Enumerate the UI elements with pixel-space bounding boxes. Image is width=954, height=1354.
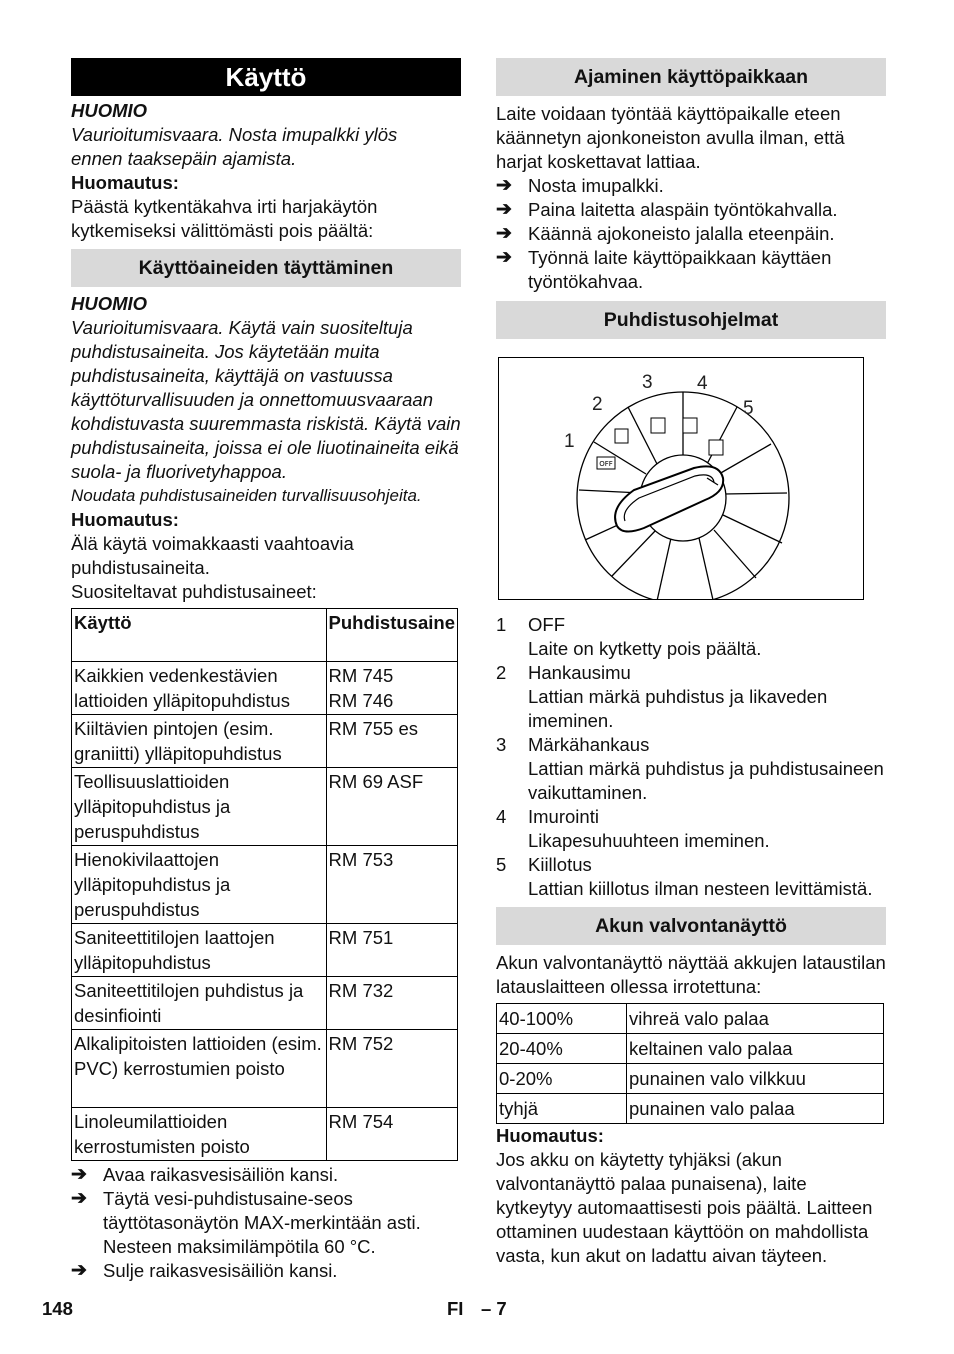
notice-small-text: Noudata puhdistusaineiden turvallisuusohjeita. — [71, 486, 422, 505]
arrow-right-icon: ➔ — [496, 199, 512, 220]
section-heading-filling: Käyttöaineiden täyttäminen — [71, 249, 461, 287]
table-header: Käyttö — [72, 609, 327, 662]
battery-table — [496, 1003, 884, 1124]
table-cell: Teollisuuslattioiden ylläpitopuhdistus ja peruspuhdistus — [72, 768, 327, 846]
page-number: 148 — [42, 1298, 73, 1319]
program-dial-diagram — [499, 358, 863, 599]
list-item: ➔ Avaa raikasvesisäiliön kansi. — [71, 1164, 339, 1185]
vacuum-icon — [683, 418, 697, 433]
list-item: ➔ Työnnä laite käyttöpaikkaan käyttäen työntökahvaa. — [496, 247, 832, 292]
table-cell: RM 745 RM 746 — [326, 662, 457, 715]
table-row: tyhjä punainen valo palaa — [497, 1094, 884, 1124]
program-selector-figure — [498, 357, 864, 600]
recommended-label: Suositeltavat puhdistusaineet: — [71, 581, 317, 602]
table-row — [72, 768, 458, 846]
arrow-right-icon: ➔ — [496, 223, 512, 244]
table-row: 20-40% keltainen valo palaa — [497, 1034, 884, 1064]
section-page: – 7 — [481, 1298, 507, 1319]
label-4: 4 — [697, 373, 708, 394]
table-row — [72, 715, 458, 768]
label-3: 3 — [642, 372, 653, 393]
table-cell: RM 732 — [326, 977, 457, 1030]
table-cell: Hienokivilaattojen ylläpitopuhdistus ja peruspuhdistus — [72, 846, 327, 924]
note-text-2: Älä käytä voimakkaasti vaahtoavia puhdistusaineita. — [71, 533, 354, 578]
left-column — [71, 58, 461, 1283]
table-header: Puhdistusaine — [326, 609, 457, 662]
list-item: ➔ Täytä vesi-puhdistusaine-seos täyttötasonäytön MAX-merkintään asti. Nesteen maksimilämpötila 60 °C. — [71, 1188, 421, 1257]
label-2: 2 — [592, 394, 603, 415]
wet-scrub-icon — [651, 418, 665, 433]
note-heading: Huomautus: — [71, 172, 179, 193]
list-item: 4 Imurointi Likapesuhuuhteen imeminen. — [496, 806, 770, 851]
table-cell: RM 69 ASF — [326, 768, 457, 846]
table-cell: Kaikkien vedenkestävien lattioiden ylläpitopuhdistus — [72, 662, 327, 715]
battery-intro: Akun valvontanäyttö näyttää akkujen lataustilan latauslaitteen ollessa irrotettuna: — [496, 952, 886, 997]
table-header-row — [72, 609, 458, 662]
table-row: 0-20% punainen valo vilkkuu — [497, 1064, 884, 1094]
table-row — [72, 924, 458, 977]
arrow-right-icon: ➔ — [71, 1260, 87, 1281]
list-item: 5 Kiillotus Lattian kiillotus ilman nesteen levittämistä. — [496, 854, 873, 899]
table-cell: RM 753 — [326, 846, 457, 924]
table-cell: Saniteettitilojen puhdistus ja desinfiointi — [72, 977, 327, 1030]
table-cell: RM 754 — [326, 1108, 457, 1161]
notice-text-2: Vaurioitumisvaara. Käytä vain suositeltuja puhdistusaineita. Jos käytetään muita puhdistusaineita, käyttäjä on vastuussa käyttöturvallisuuden ja onnettomuusvaaraan kohdistuvasta suuremmasta riskistä. Käytä vain puhdistusaineita, joissa ei ole liuotinaineita eikä suola- ja fluorivetyhappoa. — [71, 317, 461, 482]
label-5: 5 — [743, 398, 754, 419]
table-row — [72, 1030, 458, 1108]
arrow-right-icon: ➔ — [71, 1164, 87, 1185]
table-cell: Saniteettitilojen laattojen ylläpitopuhdistus — [72, 924, 327, 977]
table-row — [72, 846, 458, 924]
arrow-right-icon: ➔ — [71, 1188, 87, 1209]
table-cell: RM 752 — [326, 1030, 457, 1108]
polish-icon — [709, 440, 723, 455]
language-code: FI — [447, 1298, 464, 1319]
off-icon-label: OFF — [599, 460, 613, 468]
table-cell: Alkalipitoisten lattioiden (esim. PVC) kerrostumien poisto — [72, 1030, 327, 1108]
note-text: Päästä kytkentäkahva irti harjakäytön kytkemiseksi välittömästi pois päältä: — [71, 196, 378, 241]
notice-text: Vaurioitumisvaara. Nosta imupalkki ylös ennen taaksepäin ajamista. — [71, 124, 398, 169]
section-heading-programs: Puhdistusohjelmat — [496, 301, 886, 339]
list-item: ➔ Sulje raikasvesisäiliön kansi. — [71, 1260, 338, 1281]
table-cell: Linoleumilattioiden kerrostumisten poisto — [72, 1108, 327, 1161]
right-column — [496, 58, 886, 1268]
notice-heading: HUOMIO — [71, 100, 148, 121]
label-1: 1 — [564, 431, 575, 452]
list-item: 2 Hankausimu Lattian märkä puhdistus ja likaveden imeminen. — [496, 662, 828, 731]
table-cell: RM 751 — [326, 924, 457, 977]
battery-note-heading: Huomautus: — [496, 1125, 604, 1146]
program-list — [496, 613, 886, 901]
table-row: 40-100% vihreä valo palaa — [497, 1004, 884, 1034]
list-item: ➔ Käännä ajokoneisto jalalla eteenpäin. — [496, 223, 835, 244]
arrow-right-icon: ➔ — [496, 175, 512, 196]
notice-heading-2: HUOMIO — [71, 293, 148, 314]
section-heading-driving: Ajaminen käyttöpaikkaan — [496, 58, 886, 96]
table-cell: RM 755 es — [326, 715, 457, 768]
note-heading-2: Huomautus: — [71, 509, 179, 530]
table-row — [72, 662, 458, 715]
page-title: Käyttö — [71, 58, 461, 96]
detergent-table — [71, 608, 458, 1161]
table-row — [72, 1108, 458, 1161]
scrub-vacuum-icon — [615, 429, 628, 443]
driving-intro: Laite voidaan työntää käyttöpaikalle eteen käännetyn ajonkoneiston avulla ilman, että harjat koskettavat lattiaa. — [496, 103, 845, 172]
table-row — [72, 977, 458, 1030]
arrow-right-icon: ➔ — [496, 247, 512, 268]
battery-note-text: Jos akku on käytetty tyhjäksi (akun valvontanäyttö palaa punaisena), laite kytkeytyy automaattisesti pois päältä. Laitteen ottaminen uudestaan käyttöön on mahdollista vasta, kun akut on ladattu aivan täyteen. — [496, 1149, 873, 1266]
list-item: 1 OFF Laite on kytketty pois päältä. — [496, 614, 762, 659]
list-item: 3 Märkähankaus Lattian märkä puhdistus ja puhdistusaineen vaikuttaminen. — [496, 734, 884, 803]
table-cell: Kiiltävien pintojen (esim. graniitti) ylläpitopuhdistus — [72, 715, 327, 768]
list-item: ➔ Paina laitetta alaspäin työntökahvalla. — [496, 199, 838, 220]
list-item: ➔ Nosta imupalkki. — [496, 175, 664, 196]
section-heading-battery: Akun valvontanäyttö — [496, 907, 886, 945]
